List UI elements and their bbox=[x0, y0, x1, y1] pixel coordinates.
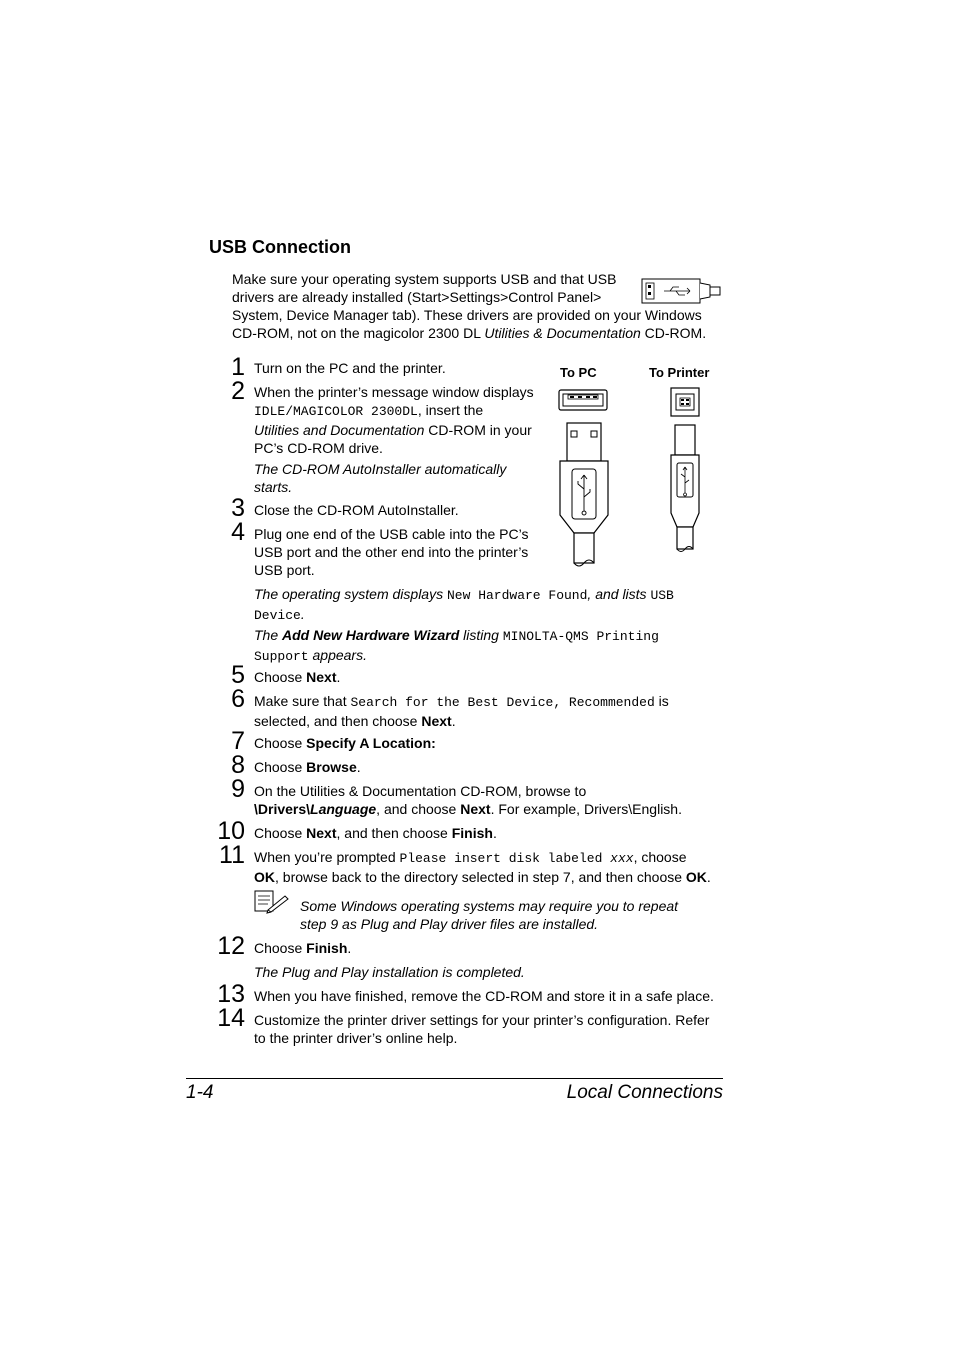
intro-line: System, Device Manager tab). These drivers are provided on your Windows bbox=[232, 307, 702, 323]
note-pencil-icon bbox=[254, 890, 290, 914]
step-8-text: Choose Browse. bbox=[254, 759, 361, 775]
step-number: 7 bbox=[231, 727, 245, 755]
step-1-text: Turn on the PC and the printer. bbox=[254, 360, 446, 376]
step-number: 11 bbox=[219, 841, 245, 869]
step-4-note-1: The operating system displays New Hardware Found, and lists USB Device. bbox=[254, 586, 674, 623]
page-number: 1-4 bbox=[186, 1082, 214, 1103]
step-number: 13 bbox=[217, 980, 245, 1008]
intro-line: Make sure your operating system supports USB and that USB bbox=[232, 271, 617, 287]
step-number: 3 bbox=[231, 494, 245, 522]
step-5-text: Choose Next. bbox=[254, 669, 341, 685]
intro-line: drivers are already installed (Start>Settings>Control Panel> bbox=[232, 289, 602, 305]
intro-line: CD-ROM, not on the magicolor 2300 DL Utilities & Documentation CD-ROM. bbox=[232, 325, 707, 341]
step-number: 10 bbox=[217, 817, 245, 845]
step-4-note-2: The Add New Hardware Wizard listing MINOLTA-QMS Printing Support appears. bbox=[254, 627, 659, 664]
step-12-note: The Plug and Play installation is completed. bbox=[254, 964, 525, 980]
chapter-title: Local Connections bbox=[566, 1082, 723, 1103]
figure-label-to-printer: To Printer bbox=[649, 365, 710, 380]
footer-rule bbox=[186, 1078, 723, 1079]
step-9-text: On the Utilities & Documentation CD-ROM, browse to \Drivers\Language, and choose Next. For example, Drivers\English. bbox=[254, 783, 682, 817]
step-4-text: Plug one end of the USB cable into the PC’s USB port and the other end into the printer’s USB port. bbox=[254, 526, 529, 578]
step-number: 9 bbox=[231, 775, 245, 803]
step-number: 1 bbox=[231, 353, 245, 381]
step-number: 6 bbox=[231, 685, 245, 713]
step-2-note: The CD-ROM AutoInstaller automatically starts. bbox=[254, 461, 507, 495]
step-10-text: Choose Next, and then choose Finish. bbox=[254, 825, 497, 841]
step-number: 2 bbox=[231, 377, 245, 405]
step-2-text: When the printer’s message window displays IDLE/MAGICOLOR 2300DL, insert the Utilities and Documentation CD-ROM in your PC’s CD-ROM drive. bbox=[254, 384, 534, 456]
step-12-text: Choose Finish. bbox=[254, 940, 352, 956]
step-number: 4 bbox=[231, 518, 245, 546]
usb-a-connector-icon bbox=[552, 385, 617, 585]
step-number: 14 bbox=[217, 1004, 245, 1032]
step-3-text: Close the CD-ROM AutoInstaller. bbox=[254, 502, 459, 518]
step-number: 8 bbox=[231, 751, 245, 779]
step-13-text: When you have finished, remove the CD-ROM and store it in a safe place. bbox=[254, 988, 714, 1004]
usb-cable-icon bbox=[640, 277, 724, 305]
step-number: 5 bbox=[231, 661, 245, 689]
usb-b-connector-icon bbox=[660, 385, 710, 575]
step-11-tip: Some Windows operating systems may require you to repeat step 9 as Plug and Play driver files are installed. bbox=[300, 898, 679, 932]
step-7-text: Choose Specify A Location: bbox=[254, 735, 436, 751]
figure-label-to-pc: To PC bbox=[560, 365, 597, 380]
step-number: 12 bbox=[217, 932, 245, 960]
step-14-text: Customize the printer driver settings for your printer’s configuration. Refer to the printer driver’s online help. bbox=[254, 1012, 710, 1046]
step-6-text: Make sure that Search for the Best Device, Recommended is selected, and then choose Next. bbox=[254, 693, 669, 729]
section-title: USB Connection bbox=[209, 237, 351, 257]
step-11-text: When you’re prompted Please insert disk labeled xxx, choose OK, browse back to the directory selected in step 7, and then choose OK. bbox=[254, 849, 711, 885]
